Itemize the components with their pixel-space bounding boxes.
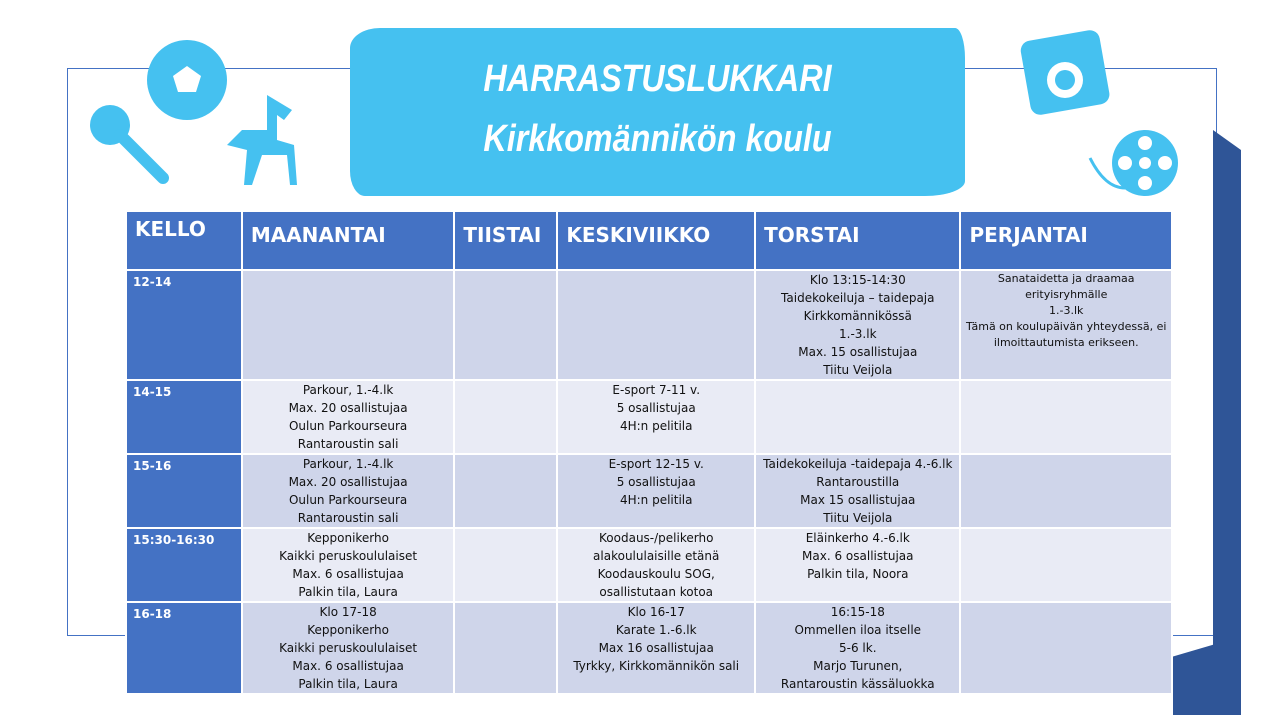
activity-cell (454, 602, 557, 694)
microphone-icon (85, 100, 170, 185)
activity-cell: Koodaus-/pelikerho alakoululaisille etänä Koodauskoulu SOG, osallistutaan kotoa (557, 528, 755, 602)
activity-cell: Klo 16-17 Karate 1.-6.lk Max 16 osallistujaa Tyrkky, Kirkkomännikön sali (557, 602, 755, 694)
time-cell: 15:30-16:30 (126, 528, 242, 602)
activity-cell (960, 602, 1172, 694)
activity-cell: E-sport 7-11 v. 5 osallistujaa 4H:n pelitila (557, 380, 755, 454)
activity-cell: Taidekokeiluja -taidepaja 4.-6.lk Rantaroustilla Max 15 osallistujaa Tiitu Veijola (755, 454, 960, 528)
subtitle: Kirkkomännikön koulu (483, 118, 832, 160)
activity-cell: E-sport 12-15 v. 5 osallistujaa 4H:n pelitila (557, 454, 755, 528)
camera-icon (1005, 25, 1110, 115)
table-row (126, 454, 1172, 528)
header-kello: KELLO (126, 211, 242, 270)
title: HARRASTUSLUKKARI (483, 58, 832, 100)
table-row (126, 602, 1172, 694)
table-row (126, 380, 1172, 454)
activity-cell: Eläinkerho 4.-6.lk Max. 6 osallistujaa Palkin tila, Noora (755, 528, 960, 602)
header-tuesday: TIISTAI (454, 211, 557, 270)
activity-cell (755, 380, 960, 454)
time-cell: 12-14 (126, 270, 242, 380)
header-monday: MAANANTAI (242, 211, 455, 270)
activity-cell (960, 528, 1172, 602)
activity-cell (454, 454, 557, 528)
activity-cell: Parkour, 1.-4.lk Max. 20 osallistujaa Oulun Parkourseura Rantaroustin sali (242, 454, 455, 528)
header-wednesday: KESKIVIIKKO (557, 211, 755, 270)
time-cell: 14-15 (126, 380, 242, 454)
time-cell: 16-18 (126, 602, 242, 694)
activity-cell (557, 270, 755, 380)
activity-cell (960, 454, 1172, 528)
activity-cell: Parkour, 1.-4.lk Max. 20 osallistujaa Oulun Parkourseura Rantaroustin sali (242, 380, 455, 454)
activity-cell (454, 380, 557, 454)
schedule-table (125, 210, 1173, 695)
activity-cell: Klo 17-18 Kepponikerho Kaikki peruskoululaiset Max. 6 osallistujaa Palkin tila, Laura (242, 602, 455, 694)
activity-cell: Sanataidetta ja draamaa erityisryhmälle 1.-3.lk Tämä on koulupäivän yhteydessä, ei ilmoittautumista erikseen. (960, 270, 1172, 380)
activity-cell (960, 380, 1172, 454)
title-banner (350, 28, 965, 196)
header-friday: PERJANTAI (960, 211, 1172, 270)
film-reel-icon (1085, 128, 1180, 198)
activity-cell (454, 270, 557, 380)
activity-cell: 16:15-18 Ommellen iloa itselle 5-6 lk. Marjo Turunen, Rantaroustin kässäluokka (755, 602, 960, 694)
activity-cell: Kepponikerho Kaikki peruskoululaiset Max. 6 osallistujaa Palkin tila, Laura (242, 528, 455, 602)
activity-cell (454, 528, 557, 602)
activity-cell: Klo 13:15-14:30 Taidekokeiluja – taidepaja Kirkkomännikössä 1.-3.lk Max. 15 osallistujaa Tiitu Veijola (755, 270, 960, 380)
activity-cell (242, 270, 455, 380)
table-row (126, 270, 1172, 380)
time-cell: 15-16 (126, 454, 242, 528)
table-row (126, 528, 1172, 602)
horse-icon (222, 90, 302, 190)
header-thursday: TORSTAI (755, 211, 960, 270)
